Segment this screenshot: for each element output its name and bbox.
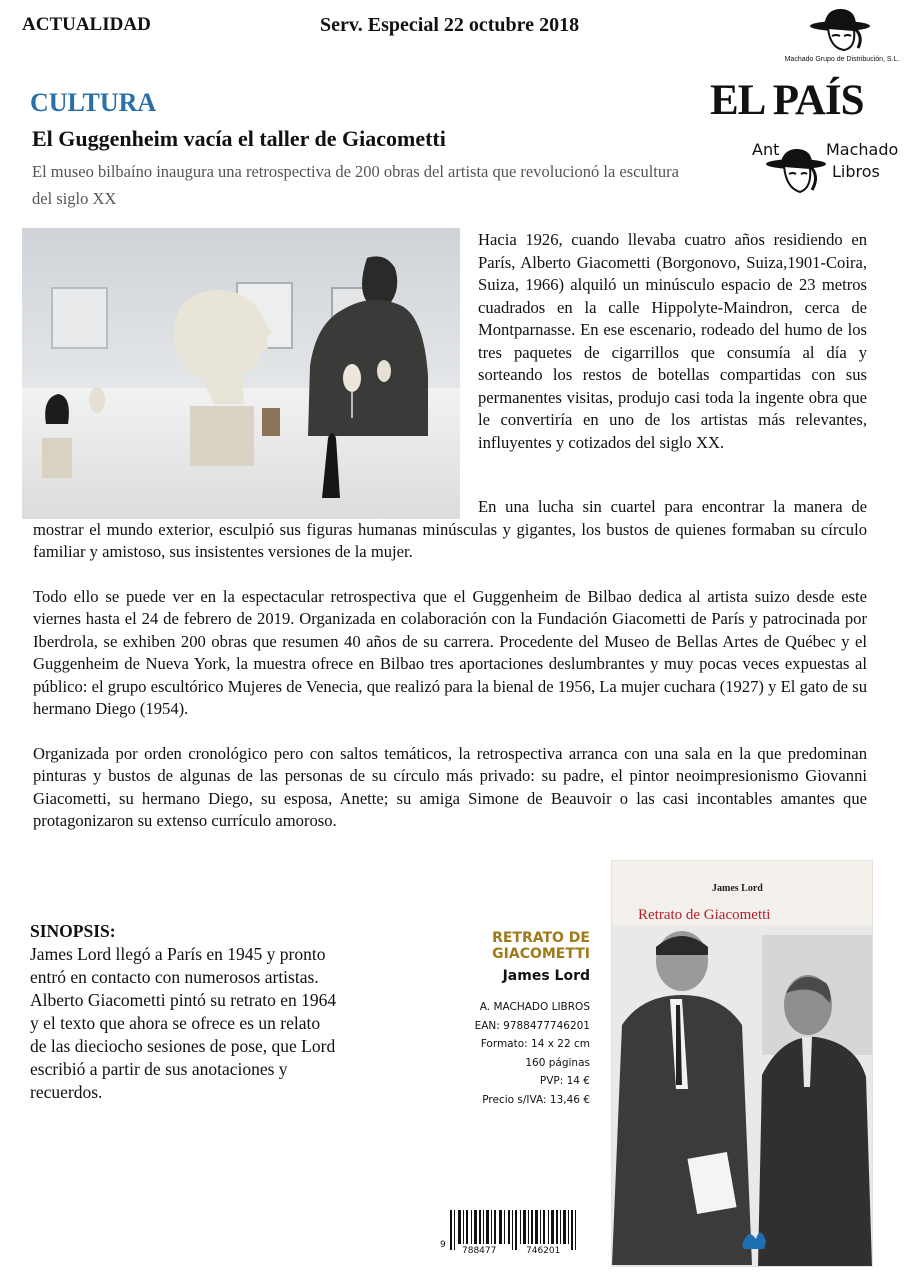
sinopsis-text: James Lord llegó a París en 1945 y pronto entró en contacto con numerosos artistas. Alberto Giacometti pintó su retrato en 1964 y el texto que ahora se ofrece es un relato de las dieciocho sesiones de pose, que Lord escribió a partir de sus anotaciones y recuerdos.: [30, 944, 337, 1102]
article-column-right: [478, 229, 867, 476]
cover-author: James Lord: [712, 883, 763, 894]
publisher-logo: [752, 132, 902, 198]
subhead: El museo bilbaíno inaugura una retrospectiva de 200 obras del artista que revolucionó la escultura del siglo XX: [32, 162, 679, 208]
sinopsis-label: SINOPSIS:: [30, 921, 116, 941]
barcode-right-group: 746201: [526, 1246, 561, 1256]
book-price-no-vat: Precio s/IVA: 13,46 €: [482, 1093, 590, 1106]
book-ean: EAN: 9788477746201: [474, 1019, 590, 1032]
book-pages: 160 páginas: [525, 1056, 590, 1069]
section-label: ACTUALIDAD: [22, 14, 151, 35]
article-paragraph-2: En una lucha sin cuartel para encontrar la manera de mostrar el mundo exterior, esculpió sus figuras humanas minúsculas y gigantes, los bustos de quienes formaban su círculo familiar y amistoso, sus insistentes versiones de la mujer.: [33, 497, 867, 561]
book-author: James Lord: [502, 968, 590, 984]
book-publisher: A. MACHADO LIBROS: [479, 1001, 590, 1013]
distributor-name: Machado Grupo de Distribución, S.L.: [784, 56, 900, 63]
article-paragraph-1: Hacia 1926, cuando llevaba cuatro años residiendo en París, Alberto Giacometti (Borgonovo, Suiza,1901-Coira, Suiza, 1966) alquiló un minúsculo espacio de 23 metros cuadrados en la calle Hippolyte-Maindron, cerca de Montparnasse. En ese escenario, rodeado del humo de los tres paquetes de cigarrillos que consumía al día y sorteando los restos de botellas compartidas con sus permanentes visitas, produjo casi toda la ingente obra que le convertiría en uno de los artistas más relevantes, influyentes y cotizados del siglo XX.: [478, 230, 867, 452]
publisher-logo-right-top: Machado: [826, 140, 899, 159]
book-info: [450, 930, 590, 1109]
book-cover: [611, 860, 873, 1267]
article-paragraph-4: Organizada por orden cronológico pero con saltos temáticos, la retrospectiva arranca con una sala en la que predominan pinturas y bustos de algunas de las personas de su círculo más privado: su padre, el pintor neoimpresionismo Giovanni Giacometti, su hermano Diego, su esposa, Anette; su amiga Simone de Beauvoir o las casi incontables amantes que protagonizaron su extenso currículo amoroso.: [33, 743, 867, 830]
article-paragraph-3: Todo ello se puede ver en la espectacular retrospectiva que el Guggenheim de Bilbao dedica al artista suizo desde este viernes hasta el 24 de febrero de 2019. Organizada en colaboración con la Fundación Giacometti de París y patrocinada por Iberdrola, se exhiben 200 obras que resumen 40 años de su carrera. Procedente del Museo de Bellas Artes de Québec y el Guggenheim de Nueva York, la muestra ofrece en Bilbao tres aportaciones deslumbrantes y muy pocas veces expuestas al público: el grupo escultórico Mujeres de Venecia, que realizó para la bienal de 1956, La mujer cuchara (1927) y El gato de su hermano Diego (1954).: [33, 586, 867, 718]
cover-title: Retrato de Giacometti: [638, 907, 771, 923]
book-pvp: PVP: 14 €: [539, 1075, 590, 1087]
headline: El Guggenheim vacía el taller de Giacometti: [32, 126, 446, 151]
cover-photo-two-men: [612, 925, 872, 1266]
article-body: [33, 496, 867, 855]
publisher-logo-left: Ant: [752, 140, 780, 159]
publisher-hat-face-icon: [762, 148, 828, 196]
publisher-logo-right-bottom: Libros: [832, 162, 880, 181]
el-pais-logo: EL PAÍS: [710, 77, 864, 124]
book-title-line-1: RETRATO DE: [492, 930, 590, 946]
sinopsis: [30, 920, 340, 1104]
barcode-lead-digit: 9: [440, 1240, 446, 1250]
barcode: [440, 1210, 600, 1262]
book-format: Formato: 14 x 22 cm: [480, 1038, 590, 1050]
machado-hat-icon: [800, 6, 880, 54]
book-title: [450, 930, 590, 962]
barcode-left-group: 788477: [462, 1246, 497, 1256]
category-label: CULTURA: [30, 88, 157, 117]
barcode-bars: [440, 1210, 600, 1250]
service-date: Serv. Especial 22 octubre 2018: [320, 14, 580, 36]
exhibition-photo: [22, 228, 460, 519]
exhibition-photo-illustration: [22, 228, 460, 519]
book-title-line-2: GIACOMETTI: [492, 946, 590, 962]
distributor-logo: [800, 6, 880, 58]
